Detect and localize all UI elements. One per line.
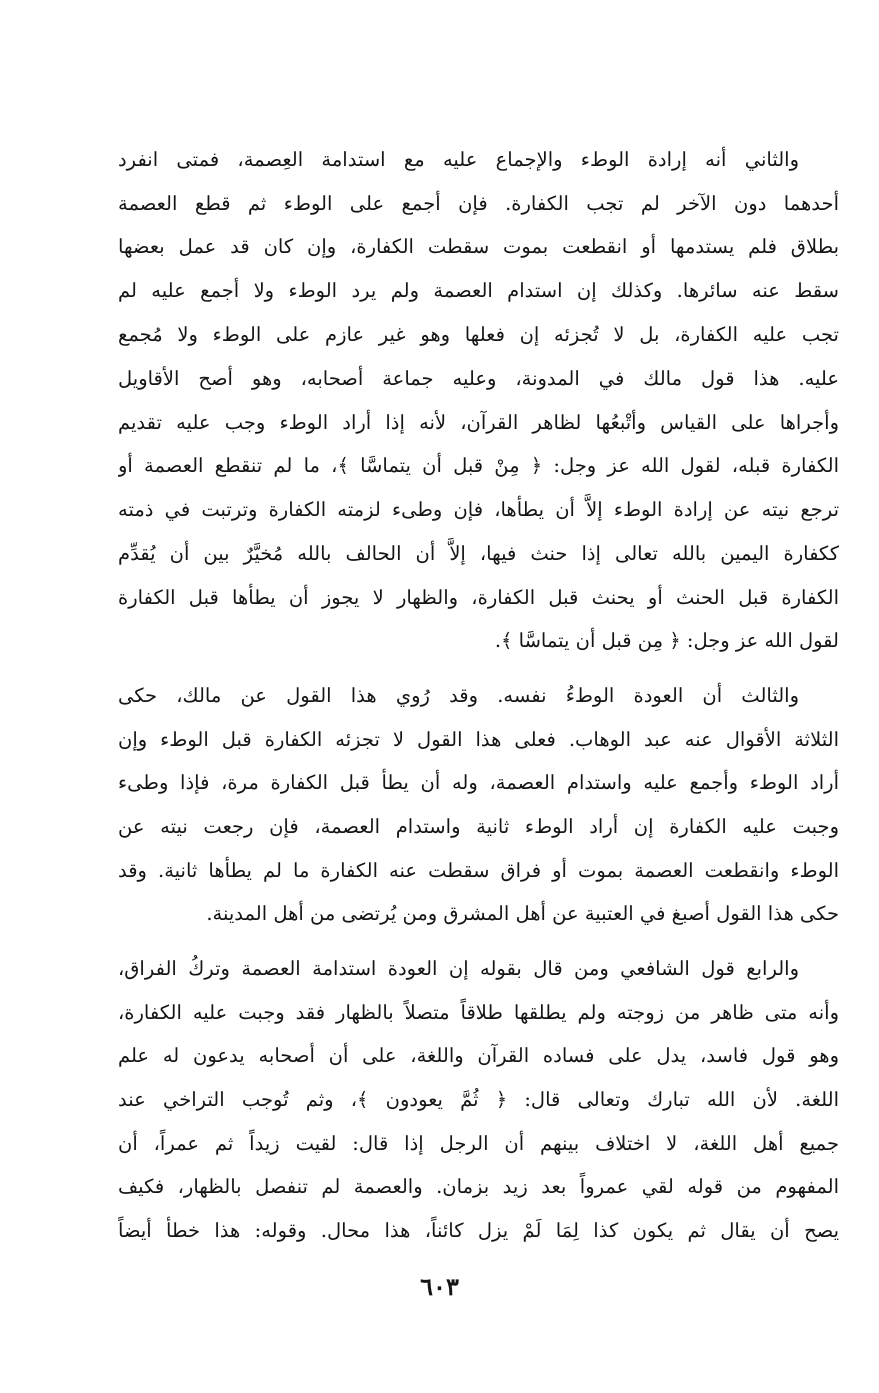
text-line: والثاني أنه إرادة الوطء والإجماع عليه مع استدامة العِصمة، فمتى انفرد bbox=[118, 148, 799, 171]
text-line: سقط عنه سائرها. وكذلك إن استدام العصمة ولم يرد الوطء ولا أجمع عليه لم bbox=[118, 279, 839, 302]
text-line: ترجع نيته عن إرادة الوطء إلاَّ أن يطأها، فإن وطىء لزمته الكفارة وترتبت في ذمته bbox=[118, 498, 839, 521]
text-line: المفهوم من قوله لقي عمرواً بعد زيد بزمان. والعصمة لم تنفصل بالظهار، فكيف bbox=[118, 1175, 839, 1198]
text-line: الكفارة قبله، لقول الله عز وجل: ﴿ مِنْ قبل أن يتماسَّا ﴾، ما لم تنقطع العصمة أو bbox=[118, 454, 839, 477]
text-line: والثالث أن العودة الوطءُ نفسه. وقد رُوي هذا القول عن مالك، حكى bbox=[118, 684, 799, 707]
text-line: لقول الله عز وجل: ﴿ مِن قبل أن يتماسَّا ﴾. bbox=[494, 629, 839, 652]
text-line: يصح أن يقال ثم يكون كذا لِمَا لَمْ يزل كائناً، هذا محال. وقوله: هذا خطأ أيضاً bbox=[118, 1219, 839, 1242]
text-line: أراد الوطء وأجمع عليه واستدام العصمة، وله أن يطأ قبل الكفارة مرة، فإذا وطىء bbox=[118, 771, 839, 794]
text-line: ككفارة اليمين بالله تعالى إذا حنث فيها، إلاَّ أن الحالف بالله مُخيَّرٌ بين أن يُقدِّم bbox=[118, 542, 839, 565]
text-line: وجبت عليه الكفارة إن أراد الوطء ثانية واستدام العصمة، فإن رجعت نيته عن bbox=[118, 815, 839, 838]
text-line: أحدهما دون الآخر لم تجب الكفارة. فإن أجمع على الوطء ثم قطع العصمة bbox=[118, 192, 839, 215]
text-line: الثلاثة الأقوال عنه عبد الوهاب. فعلى هذا القول لا تجزئه الكفارة قبل الوطء وإن bbox=[118, 728, 839, 751]
text-line: الكفارة قبل الحنث أو يحنث قبل الكفارة، والظهار لا يجوز أن يطأها قبل الكفارة bbox=[118, 586, 839, 609]
text-line: تجب عليه الكفارة، بل لا تُجزئه إن فعلها وهو غير عازم على الوطء ولا مُجمع bbox=[118, 323, 839, 346]
text-line: اللغة. لأن الله تبارك وتعالى قال: ﴿ ثُمَّ يعودون ﴾، وثم تُوجب التراخي عند bbox=[118, 1088, 839, 1111]
text-line: وهو قول فاسد، يدل على فساده القرآن واللغة، على أن أصحابه يدعون له علم bbox=[118, 1044, 839, 1067]
text-line: وأنه متى ظاهر من زوجته ولم يطلقها طلاقاً متصلاً بالظهار فقد وجبت عليه الكفارة، bbox=[118, 1001, 839, 1024]
text-line: الوطء وانقطعت العصمة بموت أو فراق سقطت عنه الكفارة ما لم يطأها ثانية. وقد bbox=[118, 859, 839, 882]
text-line: عليه. هذا قول مالك في المدونة، وعليه جماعة أصحابه، وهو أصح الأقاويل bbox=[118, 367, 839, 390]
text-line: حكى هذا القول أصبغ في العتبية عن أهل المشرق ومن يُرتضى من أهل المدينة. bbox=[206, 902, 839, 925]
page-number: ٦٠٣ bbox=[420, 1272, 459, 1301]
text-line: والرابع قول الشافعي ومن قال بقوله إن العودة استدامة العصمة وتركُ الفراق، bbox=[118, 957, 799, 980]
text-line: بطلاق فلم يستدمها أو انقطعت بموت سقطت الكفارة، وإن كان قد عمل بعضها bbox=[118, 235, 839, 258]
text-line: جميع أهل اللغة، لا اختلاف بينهم أن الرجل إذا قال: لقيت زيداً ثم عمراً، أن bbox=[118, 1132, 839, 1155]
text-line: وأجراها على القياس وأتْبعُها لظاهر القرآن، لأنه إذا أراد الوطء وجب عليه تقديم bbox=[118, 411, 839, 434]
